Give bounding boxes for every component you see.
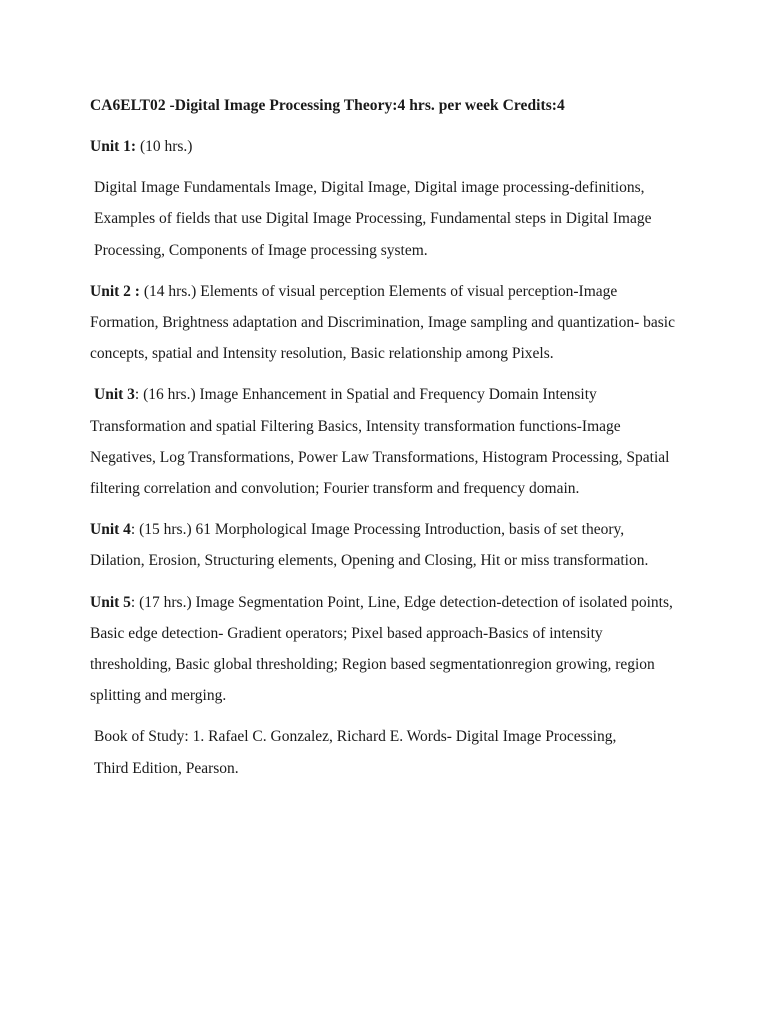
unit-1-hours: (10 hrs.) xyxy=(136,138,193,155)
course-title: CA6ELT02 -Digital Image Processing Theory:4 hrs. per week Credits:4 xyxy=(90,97,565,114)
unit-4-label: Unit 4 xyxy=(90,521,131,539)
unit-3-label: Unit 3 xyxy=(94,386,135,404)
unit-3-paragraph xyxy=(90,379,675,504)
unit-5-paragraph xyxy=(90,587,685,712)
unit-1-heading xyxy=(90,131,690,162)
unit-5-label: Unit 5 xyxy=(90,593,131,611)
unit-3-description: : (16 hrs.) Image Enhancement in Spatial and Frequency Domain Intensity Transformation and spatial Filtering Basics, Intensity transformation functions-Image Negatives, Log Transformations, Power Law Transformations, Histogram Processing, Spatial filtering correlation and convolution; Fourier transform and frequency domain. xyxy=(90,386,670,498)
unit-2-description: (14 hrs.) Elements of visual perception Elements of visual perception-Image Formation, Brightness adaptation and Discrimination, Image sampling and quantization- basic concepts, spatial and Intensity resolution, Basic relationship among Pixels. xyxy=(90,282,675,363)
unit-1-label: Unit 1: xyxy=(90,138,137,155)
unit-4-paragraph xyxy=(90,514,675,576)
unit-4-description: : (15 hrs.) 61 Morphological Image Processing Introduction, basis of set theory, Dilation, Erosion, Structuring elements, Opening and Closing, Hit or miss transformation. xyxy=(90,521,649,570)
syllabus-content xyxy=(90,90,690,784)
unit-2-label: Unit 2 : xyxy=(90,282,140,300)
unit-2-paragraph xyxy=(90,276,675,370)
book-of-study: Book of Study: 1. Rafael C. Gonzalez, Richard E. Words- Digital Image Processing, Third Edition, Pearson. xyxy=(94,728,617,777)
unit-1-description: Digital Image Fundamentals Image, Digital Image, Digital image processing-definitions, Examples of fields that use Digital Image Processing, Fundamental steps in Digital Image Processing, Components of Image processing system. xyxy=(94,179,652,259)
unit-5-description: : (17 hrs.) Image Segmentation Point, Line, Edge detection-detection of isolated points, Basic edge detection- Gradient operators; Pixel based approach-Basics of intensity thresholding, Basic global thresholding; Region based segmentationregion growing, region splitting and merging. xyxy=(90,593,673,705)
